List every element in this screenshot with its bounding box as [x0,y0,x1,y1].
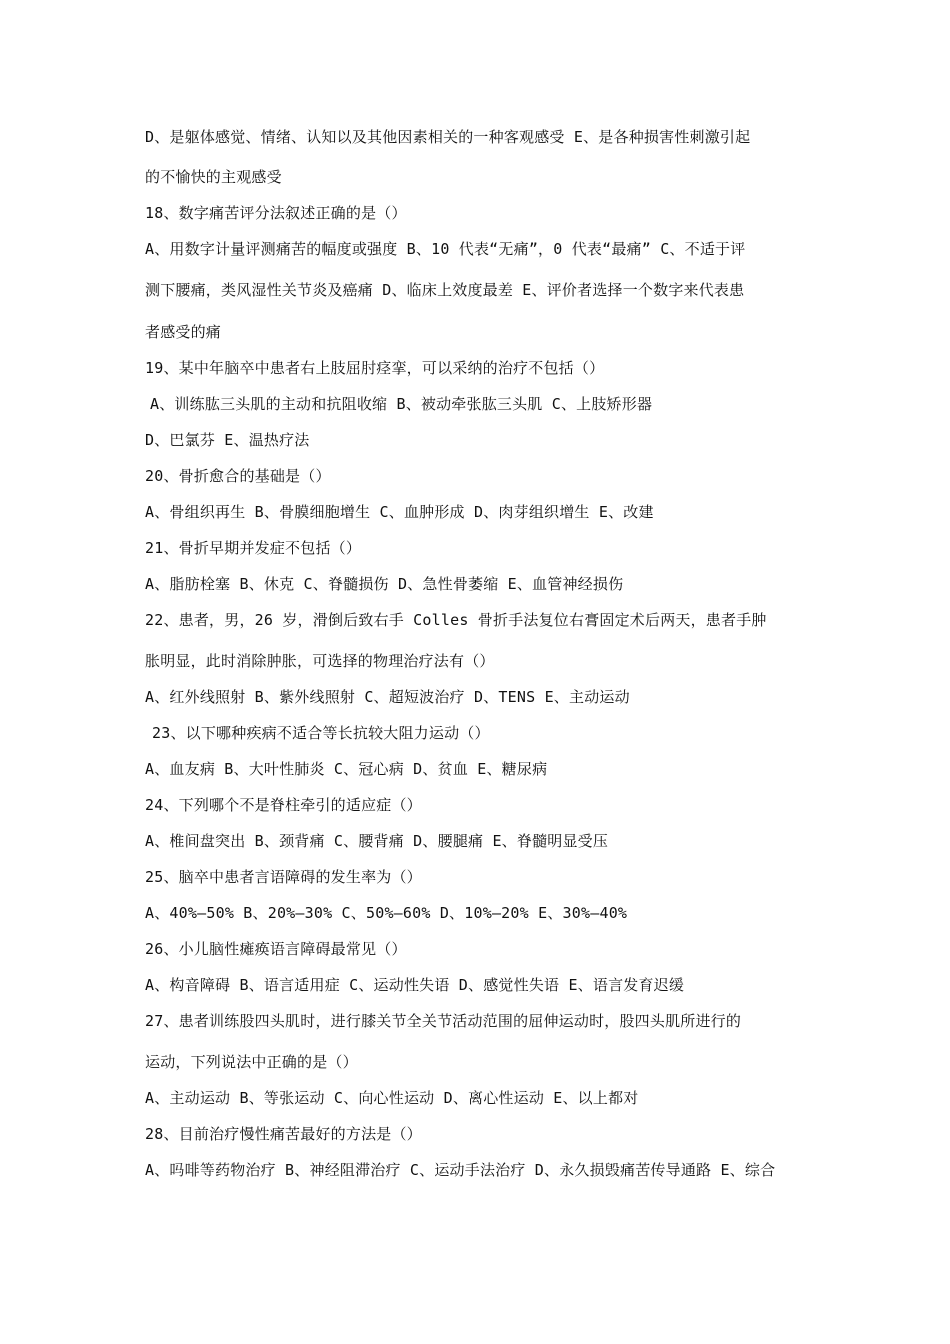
answer-line-20: A、骨组织再生 B、骨膜细胞增生 C、血肿形成 D、肉芽组织增生 E、改建 [145,503,654,521]
question-24: 24、下列哪个不是脊柱牵引的适应症（） [145,796,422,814]
question-28: 28、目前治疗慢性痛苦最好的方法是（） [145,1125,422,1143]
answer-line-18a: A、用数字计量评测痛苦的幅度或强度 B、10 代表“无痛”，0 代表“最痛” C、不适于评 [145,240,746,258]
answer-line-28: A、吗啡等药物治疗 B、神经阻滞治疗 C、运动手法治疗 D、永久损毁痛苦传导通路 E、综合 [145,1161,776,1179]
answer-line-17d: D、是躯体感觉、情绪、认知以及其他因素相关的一种客观感受 E、是各种损害性刺激引起 [145,128,751,146]
answer-line-21: A、脂肪栓塞 B、休克 C、脊髓损伤 D、急性骨萎缩 E、血管神经损伤 [145,575,624,593]
question-27: 27、患者训练股四头肌时，进行膝关节全关节活动范围的屈伸运动时，股四头肌所进行的 [145,1012,742,1030]
answer-line-27: A、主动运动 B、等张运动 C、向心性运动 D、离心性运动 E、以上都对 [145,1089,639,1107]
answer-line-18b: 测下腰痛，类风湿性关节炎及癌痛 D、临床上效度最差 E、评价者选择一个数字来代表患 [145,281,745,299]
answer-line-25: A、40%—50% B、20%—30% C、50%—60% D、10%—20% E、30%—40% [145,904,628,922]
question-23: 23、以下哪种疾病不适合等长抗较大阻力运动（） [152,724,490,742]
answer-line-19b: D、巴氯芬 E、温热疗法 [145,431,310,449]
question-20: 20、骨折愈合的基础是（） [145,467,331,485]
question-18: 18、数字痛苦评分法叙述正确的是（） [145,204,407,222]
question-22-cont: 胀明显，此时消除肿胀，可选择的物理治疗法有（） [145,652,495,670]
question-25: 25、脑卒中患者言语障碍的发生率为（） [145,868,422,886]
answer-line-19a: A、训练肱三头肌的主动和抗阻收缩 B、被动牵张肱三头肌 C、上肢矫形器 [150,395,653,413]
answer-line-26: A、构音障碍 B、语言适用症 C、运动性失语 D、感觉性失语 E、语言发育迟缓 [145,976,685,994]
question-22: 22、患者，男，26 岁，滑倒后致右手 Colles 骨折手法复位右膏固定术后两天，患者手肿 [145,611,767,629]
question-21: 21、骨折早期并发症不包括（） [145,539,362,557]
question-19: 19、某中年脑卒中患者右上肢屈肘痉挛，可以采纳的治疗不包括（） [145,359,605,377]
answer-line-24: A、椎间盘突出 B、颈背痛 C、腰背痛 D、腰腿痛 E、脊髓明显受压 [145,832,609,850]
answer-line-22: A、红外线照射 B、紫外线照射 C、超短波治疗 D、TENS E、主动运动 [145,688,630,706]
question-26: 26、小儿脑性瘫痪语言障碍最常见（） [145,940,407,958]
question-27-cont: 运动，下列说法中正确的是（） [145,1053,358,1071]
answer-line-17d-cont: 的不愉快的主观感受 [145,168,282,186]
answer-line-18c: 者感受的痛 [145,323,222,341]
answer-line-23: A、血友病 B、大叶性肺炎 C、冠心病 D、贫血 E、糖尿病 [145,760,548,778]
